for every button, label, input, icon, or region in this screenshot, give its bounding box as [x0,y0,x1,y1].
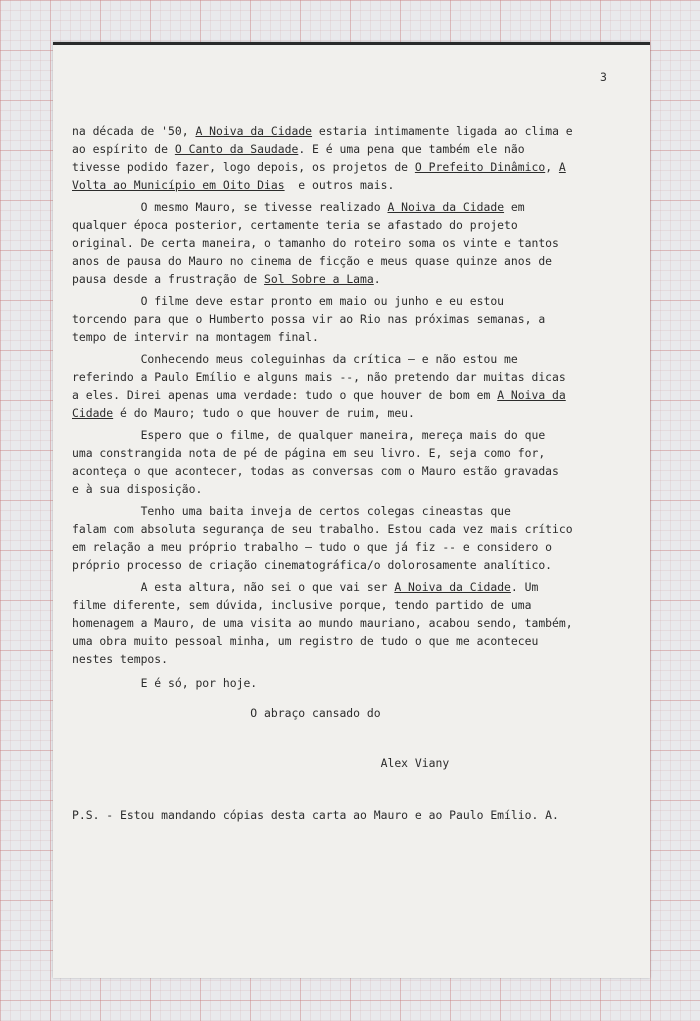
letter-line [72,428,545,442]
line-text: . E é uma pena que também ele não [298,142,525,156]
letter-line [72,808,559,822]
letter-line [72,312,545,326]
letter-line [72,178,394,192]
line-text: e outros mais. [284,178,395,192]
letter-line [72,294,504,308]
line-text: . Um [510,580,539,594]
line-text: O mesmo Mauro, se tivesse realizado [72,200,388,214]
underlined-title: Volta ao Município em Oito Dias [72,178,285,192]
letter-line [72,580,538,594]
line-text: a eles. Direi apenas uma verdade: tudo o que houver de bom em [72,388,498,402]
underlined-title: O Canto da Saudade [174,142,299,156]
letter-line [72,254,552,268]
line-text: tempo de intervir na montagem final. [72,330,319,344]
line-text: O abraço cansado do [72,706,381,720]
line-text: é do Mauro; tudo o que houver de ruim, meu. [113,406,415,420]
line-text: E é só, por hoje. [72,676,258,690]
line-text: Tenho uma baita inveja de certos colegas cineastas que [72,504,511,518]
line-text: em relação a meu próprio trabalho — tudo o que já fiz -- e considero o [72,540,553,554]
line-text: ao espírito de [72,142,175,156]
line-text: original. De certa maneira, o tamanho do roteiro soma os vinte e tantos [72,236,559,250]
line-text: Espero que o filme, de qualquer maneira, mereça mais do que [72,428,546,442]
line-text: Conhecendo meus coleguinhas da crítica — e não estou me [72,352,518,366]
letter-line [72,482,202,496]
letter-line [72,218,518,232]
letter-line [72,756,449,770]
underlined-title: A Noiva da Cidade [394,580,511,594]
letter-line [72,558,552,572]
letter-page [53,42,650,978]
line-text: falam com absoluta segurança de seu trabalho. Estou cada vez mais crítico [72,522,573,536]
line-text: próprio processo de criação cinematográfica/o dolorosamente analítico. [72,558,553,572]
line-text: uma obra muito pessoal minha, um registro de tudo o que me aconteceu [72,634,539,648]
letter-line [72,598,531,612]
line-text: anos de pausa do Mauro no cinema de ficção e meus quase quinze anos de [72,254,553,268]
line-text: aconteça o que acontecer, todas as conversas com o Mauro estão gravadas [72,464,559,478]
letter-line [72,522,573,536]
line-text: pausa desde a frustração de [72,272,265,286]
underlined-title: A Noiva da Cidade [195,124,313,138]
line-text: Alex Viany [72,756,450,770]
letter-line [72,616,573,630]
line-text: A esta altura, não sei o que vai ser [72,580,395,594]
line-text: uma constrangida nota de pé de página em seu livro. E, seja como for, [72,446,546,460]
letter-line [72,634,538,648]
line-text: referindo a Paulo Emílio e alguns mais --, não pretendo dar muitas dicas [72,370,566,384]
underlined-title: A Noiva da Cidade [387,200,505,214]
line-text: qualquer época posterior, certamente teria se afastado do projeto [72,218,518,232]
letter-line [72,446,545,460]
letter-line [72,652,168,666]
line-text: homenagem a Mauro, de uma visita ao mundo mauriano, acabou sendo, também, [72,616,573,630]
letter-line [72,540,552,554]
underlined-title: Cidade [72,406,114,420]
line-text: e à sua disposição. [72,482,203,496]
line-text: . [373,272,381,286]
letter-line [72,272,381,286]
letter-line [72,124,573,138]
letter-line [72,676,257,690]
letter-line [72,504,511,518]
page-number: 3 [600,70,607,84]
letter-line [72,370,566,384]
line-text: , [545,160,559,174]
line-text: P.S. - Estou mandando cópias desta carta ao Mauro e ao Paulo Emílio. A. [72,808,559,822]
letter-line [72,236,559,250]
line-text: estaria intimamente ligada ao clima e [312,124,573,138]
underlined-title: O Prefeito Dinâmico [414,160,546,174]
letter-line [72,464,559,478]
letter-line [72,352,518,366]
letter-line [72,142,525,156]
page-top-edge [53,42,650,45]
line-text: filme diferente, sem dúvida, inclusive porque, tendo partido de uma [72,598,532,612]
line-text: tivesse podido fazer, logo depois, os projetos de [72,160,415,174]
underlined-title: A Noiva da [497,388,566,402]
line-text: nestes tempos. [72,652,169,666]
letter-line [72,388,566,402]
line-text: na década de '50, [72,124,196,138]
letter-line [72,706,381,720]
underlined-title: A [558,160,566,174]
line-text: em [504,200,525,214]
letter-line [72,406,415,420]
letter-line [72,200,525,214]
letter-line [72,330,319,344]
line-text: O filme deve estar pronto em maio ou junho e eu estou [72,294,505,308]
underlined-title: Sol Sobre a Lama [264,272,374,286]
letter-line [72,160,566,174]
line-text: torcendo para que o Humberto possa vir ao Rio nas próximas semanas, a [72,312,546,326]
